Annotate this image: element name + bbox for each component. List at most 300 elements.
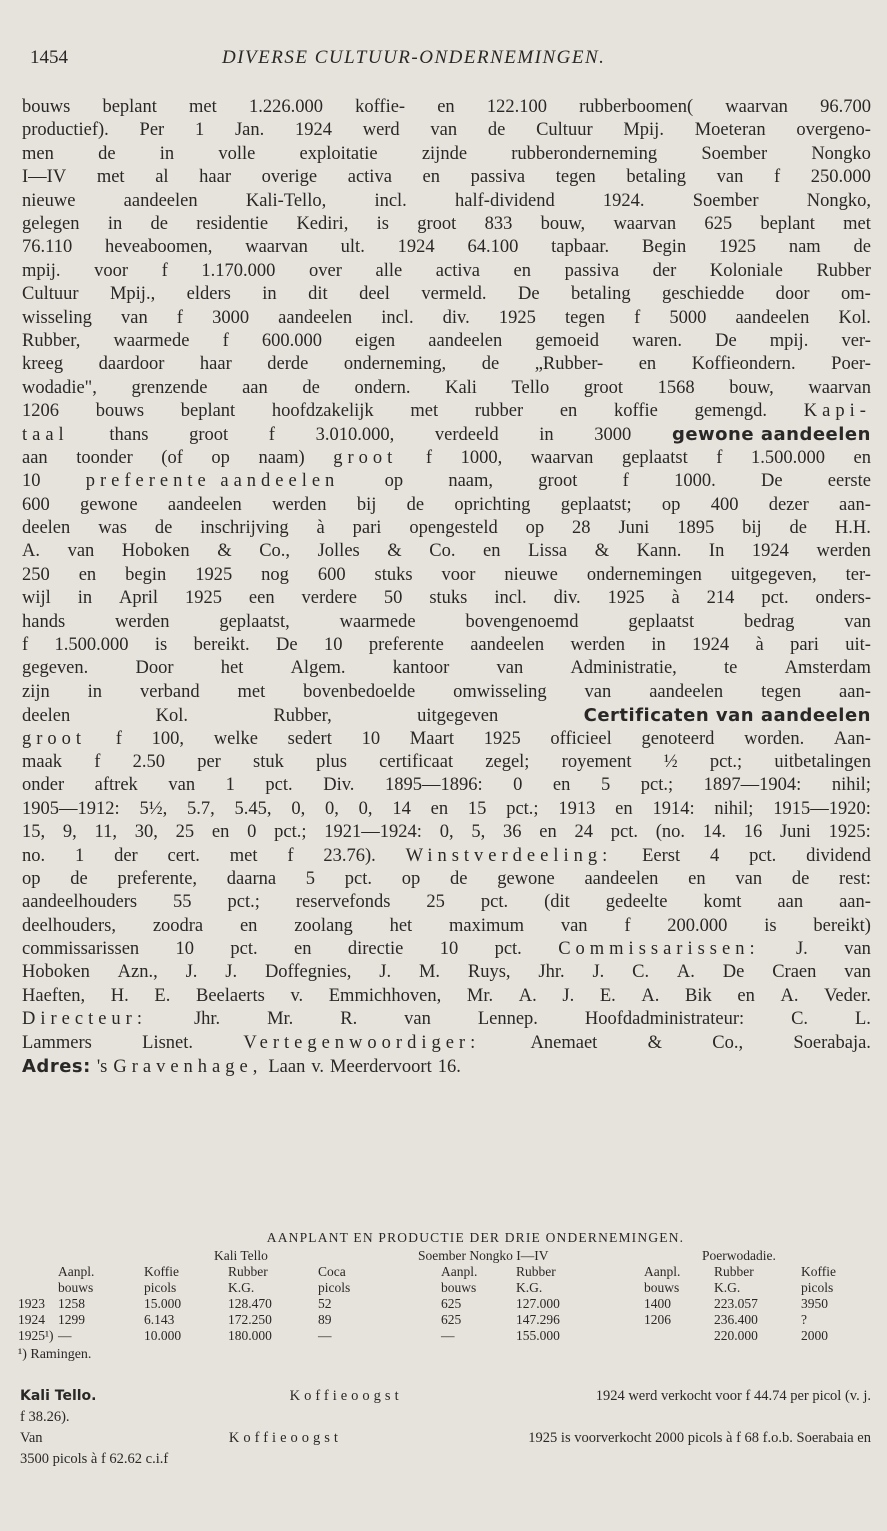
body-text <box>22 96 871 1078</box>
word: oprichting <box>454 494 531 515</box>
word: 30, <box>134 822 158 843</box>
word: aandeelen <box>470 634 545 655</box>
table-cell: 1924 <box>18 1312 45 1327</box>
text-line <box>22 540 871 563</box>
word: f <box>22 634 29 655</box>
word: geplaatst <box>628 611 695 632</box>
word: beplant <box>760 213 815 234</box>
word: incl. <box>494 588 527 609</box>
word: 0, <box>291 798 306 819</box>
word: J. <box>795 939 808 960</box>
table-header-cell: K.G. <box>228 1280 255 1295</box>
table-cell: 147.296 <box>516 1312 560 1327</box>
word: Nongko <box>811 143 871 164</box>
word: 5, <box>471 822 486 843</box>
word: van <box>67 541 95 562</box>
word: aan- <box>839 681 871 702</box>
word: aandeelen <box>584 868 659 889</box>
word: Mpij. <box>623 120 664 141</box>
word: en <box>615 798 633 819</box>
word: door <box>775 284 810 305</box>
table-cell: 625 <box>441 1312 462 1327</box>
word: in <box>539 425 554 446</box>
word: Anemaet <box>530 1032 598 1053</box>
word: 1924. <box>602 190 645 211</box>
word: is <box>376 213 389 234</box>
word: à <box>755 634 764 655</box>
word: Tello <box>511 377 550 398</box>
word: men <box>22 143 54 164</box>
word: residentie <box>196 213 269 234</box>
word: 5.45, <box>234 798 272 819</box>
word: nihil; <box>714 798 754 819</box>
word: 15 <box>467 798 487 819</box>
table-header-cell: Aanpl. <box>58 1264 95 1279</box>
word: 3000 <box>594 425 632 446</box>
word: en <box>294 939 312 960</box>
note-van-line2-text: 3500 picols à f 62.62 c.i.f <box>20 1451 169 1467</box>
word: De <box>276 634 298 655</box>
word: H.H. <box>834 518 871 539</box>
word: 1925 <box>185 588 222 609</box>
word: Jan. <box>234 120 265 141</box>
word: dezer <box>768 494 809 515</box>
word: Soerabaja. <box>793 1032 871 1053</box>
word: 1925 <box>195 564 233 585</box>
word: gemengd. <box>694 401 768 422</box>
note-kali-label: Kali Tello. <box>20 1388 97 1404</box>
word: koffie <box>614 401 658 422</box>
word: pari <box>352 518 382 539</box>
word: waren. <box>632 330 682 351</box>
text-line <box>22 307 871 330</box>
word: (no. <box>655 822 686 843</box>
table-header-row-1 <box>18 1264 873 1280</box>
word: tegen <box>761 681 802 702</box>
word: en <box>422 167 441 188</box>
table-cell: 220.000 <box>714 1328 758 1343</box>
emphasis-word: Directeur: <box>22 1009 147 1030</box>
word: De <box>722 962 745 983</box>
word: met <box>237 681 266 702</box>
word: aan <box>22 447 48 468</box>
word: met <box>410 401 439 422</box>
table-header-cell: picols <box>144 1280 177 1295</box>
word: 1925: <box>828 822 871 843</box>
word: 0, <box>439 822 454 843</box>
table-header-cell: Koffie <box>144 1264 179 1279</box>
emphasis-word: Vertegenwoordiger: <box>243 1032 481 1053</box>
word: A. <box>780 985 799 1006</box>
word: Rubber, <box>22 330 81 351</box>
word: eerste <box>827 471 871 492</box>
word: van <box>844 611 871 632</box>
word: 14 <box>392 798 411 819</box>
text-line <box>22 751 871 774</box>
note-kali-spaced: Koffieoogst <box>289 1388 403 1404</box>
word: onder <box>22 775 65 796</box>
word: aandeelen <box>649 681 724 702</box>
text-line <box>22 915 871 938</box>
word: 1924 <box>692 634 730 655</box>
word: omwisseling <box>453 681 547 702</box>
word: 3000 <box>212 307 250 328</box>
text-line <box>22 845 871 868</box>
text-line <box>22 330 871 353</box>
table-header-cell: bouws <box>58 1280 94 1295</box>
word: wodadie", <box>22 377 97 398</box>
word: werden <box>272 494 327 515</box>
word: v. <box>290 985 304 1006</box>
word: Craen <box>772 962 817 983</box>
table-header-cell: Koffie <box>801 1264 836 1279</box>
word: à <box>671 588 680 609</box>
word: gegeven. <box>22 658 89 679</box>
word: werd <box>362 120 400 141</box>
word: 1.226.000 <box>248 97 323 117</box>
word: stuks <box>429 588 468 609</box>
text-line <box>22 1055 871 1078</box>
word: Hoofdadministrateur: <box>584 1009 745 1030</box>
word: commissarissen <box>22 939 140 960</box>
word: royement <box>561 751 632 772</box>
word: 25 <box>426 892 445 913</box>
word: 1924 <box>294 120 332 141</box>
word: van <box>168 775 196 796</box>
word: f <box>425 447 433 468</box>
text-line <box>22 938 871 961</box>
word: f <box>716 447 723 468</box>
word: J. <box>225 962 238 983</box>
word: maak <box>22 751 63 772</box>
word: geplaatst; <box>560 494 632 515</box>
word: productief). <box>22 120 109 141</box>
word: verband <box>139 681 200 702</box>
group-poerwodadie: Poerwodadie. <box>702 1248 776 1263</box>
note-van-line1 <box>20 1428 871 1449</box>
word: op <box>22 868 41 889</box>
text-line <box>22 681 871 704</box>
word: no. <box>22 845 46 866</box>
word: de <box>487 120 506 141</box>
word: f <box>161 260 168 281</box>
word: ½ <box>663 751 678 772</box>
word: Bik <box>685 985 712 1006</box>
word: uitbetalingen <box>774 751 871 772</box>
table-cell: — <box>318 1328 332 1343</box>
word: 5½, <box>139 798 168 819</box>
word: met <box>189 97 217 117</box>
word: f <box>287 845 294 866</box>
word: Koloniale <box>709 260 783 281</box>
text-line <box>22 260 871 283</box>
word: A. <box>641 985 660 1006</box>
word: beplant <box>102 97 157 117</box>
text-line <box>22 283 871 306</box>
word: uit- <box>845 634 871 655</box>
table-cell: 1258 <box>58 1296 85 1311</box>
table-cell: — <box>58 1328 72 1343</box>
word: pct.; <box>709 751 743 772</box>
word: de <box>791 868 810 889</box>
table-cell: 172.250 <box>228 1312 272 1327</box>
word: A. <box>518 985 537 1006</box>
word: aan <box>777 892 804 913</box>
text-line <box>22 961 871 984</box>
word: stuk <box>253 751 284 772</box>
word: genoteerd <box>641 728 715 749</box>
word: en <box>638 354 657 375</box>
word: rubberboomen( <box>579 97 694 117</box>
word: heveaboomen, <box>105 237 213 258</box>
word: onders- <box>815 588 871 609</box>
word: 1921—1924: <box>324 822 422 843</box>
word: & <box>387 541 402 562</box>
word: naam) <box>258 447 305 468</box>
word: Jhr. <box>538 962 565 983</box>
word: 9, <box>62 822 77 843</box>
word: certificaat <box>379 751 454 772</box>
table-header-cell: Rubber <box>714 1264 754 1279</box>
word: koffie- <box>355 97 406 117</box>
word: geplaatst <box>621 447 688 468</box>
word: tapbaar. <box>551 237 610 258</box>
word: Co., <box>259 541 291 562</box>
word: nieuwe <box>22 190 76 211</box>
emphasis-word: Gravenhage, <box>113 1057 263 1078</box>
word: aftrek <box>94 775 138 796</box>
word: 24 <box>574 822 593 843</box>
word: van <box>735 868 763 889</box>
table-header-cell: bouws <box>441 1280 477 1295</box>
word: Rubber <box>816 260 871 281</box>
word: 10 <box>175 939 195 960</box>
word: met <box>96 167 125 188</box>
word: van <box>404 1009 431 1030</box>
word: Koffieondern. <box>691 354 796 375</box>
text-line <box>22 143 871 166</box>
word: & <box>217 541 232 562</box>
word: deelen <box>22 706 71 727</box>
word: De <box>715 330 737 351</box>
word: en <box>853 447 871 468</box>
word: passiva <box>564 260 620 281</box>
word: van <box>496 658 524 679</box>
word: 1000, <box>460 447 503 468</box>
word: E. <box>599 985 616 1006</box>
word: div. <box>553 588 581 609</box>
word: vermeld. <box>421 284 487 305</box>
word: 1913 <box>558 798 596 819</box>
word: in <box>651 634 666 655</box>
word: f <box>624 915 631 936</box>
word: van <box>120 307 148 328</box>
word: 15, <box>22 822 46 843</box>
word: bereikt) <box>813 915 871 936</box>
word: van <box>430 120 458 141</box>
word: onderneming, <box>343 354 447 375</box>
word: directie <box>347 939 404 960</box>
word: en <box>559 401 578 422</box>
word: hoofdzakelijk <box>271 401 374 422</box>
word: bereikt. <box>193 634 250 655</box>
word: betaling <box>626 167 687 188</box>
word: van <box>584 681 612 702</box>
word: op <box>211 447 230 468</box>
word: al <box>155 167 169 188</box>
text-line <box>22 96 871 119</box>
table-header-cell: Aanpl. <box>644 1264 681 1279</box>
word: pct. <box>761 588 789 609</box>
group-kali-tello: Kali Tello <box>214 1248 268 1263</box>
word: C. <box>632 962 650 983</box>
word: op <box>384 471 404 492</box>
word: en <box>688 868 706 889</box>
table-cell: 1299 <box>58 1312 85 1327</box>
word: overige <box>261 167 318 188</box>
word: div. <box>442 307 470 328</box>
word: 10 <box>439 939 459 960</box>
word: werden <box>115 611 170 632</box>
table-cell: 89 <box>318 1312 332 1327</box>
word: pari <box>790 634 819 655</box>
word: 0, <box>325 798 339 819</box>
word: 11, <box>94 822 117 843</box>
word: J. <box>592 962 605 983</box>
text-line <box>22 1008 871 1031</box>
word: en <box>437 97 455 117</box>
word: 96.700 <box>820 97 871 117</box>
word: wijl <box>22 588 51 609</box>
word: f <box>634 307 641 328</box>
emphasis-word: Winstverdeeling: <box>405 845 613 866</box>
table-cell: 180.000 <box>228 1328 272 1343</box>
word: der <box>652 260 677 281</box>
word: (of <box>161 447 183 468</box>
text-line <box>22 798 871 821</box>
word: in <box>159 143 175 164</box>
word: Cultuur <box>536 120 593 141</box>
word: 400 <box>710 494 739 515</box>
word: L. <box>854 1009 871 1030</box>
word: J. <box>185 962 198 983</box>
word: Mr. <box>267 1009 294 1030</box>
word: een <box>248 588 275 609</box>
table-cell: 128.470 <box>228 1296 272 1311</box>
word: 1925 <box>607 588 645 609</box>
word: I—IV <box>22 167 67 188</box>
table-cell: 3950 <box>801 1296 828 1311</box>
table-header-cell: Coca <box>318 1264 346 1279</box>
word: 36 <box>502 822 522 843</box>
word: Haeften, <box>22 985 86 1006</box>
text-line <box>22 587 871 610</box>
word: Laan <box>268 1057 306 1078</box>
table-row <box>18 1328 873 1344</box>
word: beplant <box>180 401 236 422</box>
word: 833 <box>484 213 513 234</box>
word: de <box>406 494 425 515</box>
text-line <box>22 704 871 727</box>
word: preferente, <box>117 868 198 889</box>
word: waarvan <box>613 213 677 234</box>
text-line <box>22 1032 871 1055</box>
word: gedeelte <box>605 892 668 913</box>
word: 25 <box>175 822 195 843</box>
table-cell: 236.400 <box>714 1312 758 1327</box>
word: groot <box>538 471 578 492</box>
text-line <box>22 423 871 446</box>
word: Co., <box>712 1032 744 1053</box>
word: van <box>844 939 871 960</box>
word: officieel <box>550 728 612 749</box>
word: gewone <box>497 868 555 889</box>
note-van-spaced: Koffieoogst <box>228 1430 342 1446</box>
word: uitgegeven, <box>730 564 817 585</box>
word: ult. <box>340 237 365 258</box>
text-line <box>22 985 871 1008</box>
word: Nongko, <box>806 190 871 211</box>
word: (dit <box>544 892 570 913</box>
word: groot <box>417 213 457 234</box>
word: op <box>525 518 545 539</box>
word: alle <box>375 260 403 281</box>
word: is <box>764 915 777 936</box>
word: 200.000 <box>667 915 728 936</box>
word: Per <box>139 120 165 141</box>
word: 1924 <box>397 237 435 258</box>
word: In <box>708 541 725 562</box>
word: bij <box>356 494 377 515</box>
table-body <box>18 1296 873 1344</box>
word: in <box>87 681 103 702</box>
text-line <box>22 774 871 797</box>
word: zijn <box>22 681 50 702</box>
word: Meerdervoort <box>330 1057 432 1078</box>
word: ondernemingen <box>586 564 702 585</box>
text-line <box>22 634 871 657</box>
word: thans <box>109 425 149 446</box>
word: 1.500.000 <box>54 634 129 655</box>
word: bovenbedoelde <box>303 681 416 702</box>
word: 16. <box>437 1057 461 1078</box>
table-cell: 10.000 <box>144 1328 182 1343</box>
word: hands <box>22 611 66 632</box>
word: het <box>389 915 413 936</box>
emphasis-word: Kapi- <box>803 401 871 422</box>
word: welke <box>213 728 258 749</box>
word: de <box>449 868 468 889</box>
word: 1568 <box>657 377 695 398</box>
word: bouw, <box>540 213 586 234</box>
word: Soember <box>692 190 759 211</box>
word: Administratie, <box>570 658 677 679</box>
word: 1915—1920: <box>773 798 871 819</box>
word: deelen <box>22 518 71 539</box>
word: naam, <box>448 471 494 492</box>
text-line <box>22 564 871 587</box>
word: Ruys, <box>467 962 511 983</box>
table-cell: 127.000 <box>516 1296 560 1311</box>
word: nihil; <box>831 775 871 796</box>
word: 5.7, <box>186 798 215 819</box>
table-header-cell: Aanpl. <box>441 1264 478 1279</box>
table-cell: 15.000 <box>144 1296 182 1311</box>
table-cell: 223.057 <box>714 1296 758 1311</box>
word: deelhouders, <box>22 915 117 936</box>
word: J. <box>379 962 392 983</box>
word: f <box>176 307 183 328</box>
